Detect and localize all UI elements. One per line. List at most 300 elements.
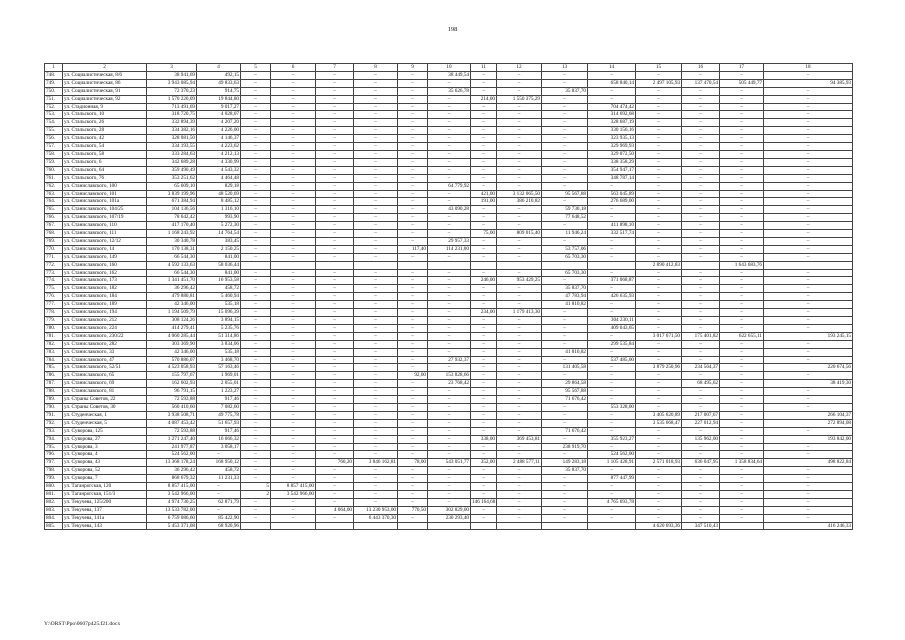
value-cell: 524 562,00: [588, 451, 636, 459]
value-cell: –: [497, 380, 542, 388]
table-row: [45, 443, 853, 451]
value-cell: –: [720, 119, 764, 127]
value-cell: –: [354, 87, 398, 95]
table-row: [45, 317, 853, 325]
value-cell: –: [398, 95, 428, 103]
value-cell: 353 251,62: [147, 174, 197, 182]
value-cell: –: [682, 206, 720, 214]
table-row: [45, 388, 853, 396]
value-cell: 3 405 620,89: [636, 411, 682, 419]
value-cell: 3 894,15: [197, 317, 241, 325]
value-cell: 3 846 162,81: [354, 459, 398, 467]
table-row: [45, 253, 853, 261]
row-number: 799.: [45, 475, 63, 483]
value-cell: –: [636, 166, 682, 174]
row-number: 776.: [45, 293, 63, 301]
value-cell: –: [241, 396, 271, 404]
value-cell: –: [271, 356, 316, 364]
value-cell: –: [542, 356, 588, 364]
table-row: [45, 451, 853, 459]
value-cell: –: [682, 135, 720, 143]
value-cell: –: [497, 443, 542, 451]
value-cell: 175 401,82: [682, 332, 720, 340]
table-row: [45, 403, 853, 411]
value-cell: –: [497, 245, 542, 253]
value-cell: 48 520,69: [197, 190, 241, 198]
value-cell: 75,00: [471, 230, 497, 238]
value-cell: 498 822,84: [764, 459, 853, 467]
value-cell: –: [682, 95, 720, 103]
value-cell: 66 544,30: [147, 269, 197, 277]
value-cell: 334 193,55: [147, 143, 197, 151]
value-cell: 104 136,56: [147, 206, 197, 214]
value-cell: –: [542, 317, 588, 325]
value-cell: –: [316, 309, 354, 317]
value-cell: –: [636, 443, 682, 451]
value-cell: –: [316, 158, 354, 166]
value-cell: –: [764, 166, 853, 174]
value-cell: 328 687,19: [588, 119, 636, 127]
value-cell: –: [428, 324, 471, 332]
value-cell: –: [316, 301, 354, 309]
value-cell: –: [354, 230, 398, 238]
value-cell: –: [636, 301, 682, 309]
row-number: 773.: [45, 269, 63, 277]
value-cell: 5 272,30: [197, 222, 241, 230]
value-cell: –: [636, 293, 682, 301]
value-cell: –: [764, 95, 853, 103]
value-cell: –: [241, 269, 271, 277]
row-number: 790.: [45, 403, 63, 411]
value-cell: –: [682, 269, 720, 277]
value-cell: –: [271, 364, 316, 372]
value-cell: –: [720, 111, 764, 119]
value-cell: –: [588, 419, 636, 427]
value-cell: –: [497, 174, 542, 182]
value-cell: –: [636, 174, 682, 182]
value-cell: –: [398, 135, 428, 143]
value-cell: 72 593,88: [147, 427, 197, 435]
value-cell: –: [428, 166, 471, 174]
value-cell: –: [354, 309, 398, 317]
value-cell: –: [764, 317, 853, 325]
column-header: 13: [542, 64, 588, 72]
value-cell: –: [471, 182, 497, 190]
value-cell: –: [682, 285, 720, 293]
value-cell: –: [497, 514, 542, 522]
value-cell: –: [316, 498, 354, 506]
value-cell: 359 490,49: [147, 166, 197, 174]
address-cell: ул. Таганрогская, 120: [63, 483, 147, 491]
value-cell: –: [471, 237, 497, 245]
table-row: [45, 411, 853, 419]
value-cell: 9 017,27: [197, 103, 241, 111]
value-cell: 5 235,76: [197, 324, 241, 332]
value-cell: –: [428, 403, 471, 411]
value-cell: –: [497, 87, 542, 95]
value-cell: 72 370,23: [147, 87, 197, 95]
value-cell: –: [241, 166, 271, 174]
value-cell: 191,00: [471, 198, 497, 206]
value-cell: –: [588, 364, 636, 372]
value-cell: –: [764, 514, 853, 522]
value-cell: –: [428, 483, 471, 491]
value-cell: –: [497, 103, 542, 111]
value-cell: –: [271, 206, 316, 214]
value-cell: –: [241, 467, 271, 475]
value-cell: 65 703,30: [542, 269, 588, 277]
value-cell: –: [316, 475, 354, 483]
value-cell: –: [682, 174, 720, 182]
value-cell: –: [720, 396, 764, 404]
address-cell: ул. Социалистическая, 86: [63, 79, 147, 87]
column-header: 2: [63, 64, 147, 72]
table-row: [45, 198, 853, 206]
value-cell: 417 170,40: [147, 222, 197, 230]
value-cell: 323 935,13: [588, 135, 636, 143]
value-cell: –: [497, 411, 542, 419]
value-cell: –: [316, 237, 354, 245]
value-cell: –: [720, 411, 764, 419]
value-cell: –: [354, 301, 398, 309]
value-cell: –: [636, 111, 682, 119]
value-cell: –: [354, 490, 398, 498]
address-cell: ул. Суворова, 3: [63, 443, 147, 451]
value-cell: 4 060 285,44: [147, 332, 197, 340]
page-number: 198: [447, 26, 458, 33]
column-header: 16: [682, 64, 720, 72]
value-cell: 94 385,93: [764, 79, 853, 87]
value-cell: 149 283,18: [542, 459, 588, 467]
value-cell: 537 485,00: [588, 356, 636, 364]
value-cell: [316, 522, 354, 530]
value-cell: –: [588, 95, 636, 103]
value-cell: –: [316, 364, 354, 372]
value-cell: –: [471, 111, 497, 119]
value-cell: [542, 261, 588, 269]
value-cell: –: [241, 79, 271, 87]
value-cell: –: [542, 483, 588, 491]
value-cell: –: [398, 253, 428, 261]
value-cell: –: [241, 348, 271, 356]
value-cell: 65 703,30: [542, 253, 588, 261]
address-cell: ул. Суворова, 43: [63, 459, 147, 467]
value-cell: –: [241, 435, 271, 443]
value-cell: –: [764, 206, 853, 214]
column-header: 1: [45, 64, 63, 72]
column-header: 17: [720, 64, 764, 72]
value-cell: 352,00: [471, 459, 497, 467]
value-cell: [241, 261, 271, 269]
value-cell: 170 138,31: [147, 245, 197, 253]
row-number: 758.: [45, 150, 63, 158]
value-cell: –: [398, 348, 428, 356]
value-cell: –: [497, 71, 542, 79]
value-cell: 62 871,79: [197, 498, 241, 506]
value-cell: –: [542, 166, 588, 174]
row-number: 772.: [45, 261, 63, 269]
value-cell: –: [682, 150, 720, 158]
value-cell: –: [682, 356, 720, 364]
value-cell: –: [542, 324, 588, 332]
row-number: 750.: [45, 87, 63, 95]
value-cell: –: [428, 150, 471, 158]
value-cell: –: [271, 443, 316, 451]
value-cell: –: [588, 443, 636, 451]
value-cell: 5 460,94: [197, 293, 241, 301]
value-cell: –: [316, 467, 354, 475]
value-cell: 29 957,33: [428, 237, 471, 245]
value-cell: –: [354, 332, 398, 340]
value-cell: –: [428, 490, 471, 498]
value-cell: –: [682, 119, 720, 127]
value-cell: –: [241, 356, 271, 364]
row-number: 748.: [45, 71, 63, 79]
value-cell: –: [241, 498, 271, 506]
header-row: [45, 64, 853, 72]
value-cell: –: [764, 475, 853, 483]
value-cell: 135 962,00: [682, 435, 720, 443]
value-cell: –: [398, 269, 428, 277]
value-cell: –: [271, 111, 316, 119]
value-cell: –: [398, 388, 428, 396]
value-cell: 4 064,00: [316, 506, 354, 514]
row-number: 755.: [45, 127, 63, 135]
address-cell: ул. Станиславского, 224: [63, 324, 147, 332]
value-cell: 622 655,11: [720, 332, 764, 340]
table-row: [45, 372, 853, 380]
value-cell: –: [241, 245, 271, 253]
value-cell: –: [682, 317, 720, 325]
value-cell: –: [764, 490, 853, 498]
value-cell: –: [542, 198, 588, 206]
value-cell: –: [316, 95, 354, 103]
table-row: [45, 459, 853, 467]
row-number: 771.: [45, 253, 63, 261]
table-row: [45, 301, 853, 309]
value-cell: –: [271, 293, 316, 301]
value-cell: –: [542, 150, 588, 158]
value-cell: –: [636, 427, 682, 435]
value-cell: –: [428, 475, 471, 483]
value-cell: –: [241, 119, 271, 127]
value-cell: –: [398, 498, 428, 506]
value-cell: 65 609,10: [147, 182, 197, 190]
value-cell: –: [428, 332, 471, 340]
value-cell: –: [354, 380, 398, 388]
value-cell: –: [241, 388, 271, 396]
file-path-footer: Y:\ORST\Ppo\0607p425.f21.docx: [44, 621, 121, 627]
value-cell: 72 593,88: [147, 396, 197, 404]
value-cell: –: [542, 411, 588, 419]
address-cell: ул. Страны Советов, 22: [63, 396, 147, 404]
table-row: [45, 71, 853, 79]
value-cell: 2: [241, 490, 271, 498]
value-cell: –: [241, 301, 271, 309]
value-cell: –: [471, 71, 497, 79]
value-cell: 238 919,70: [542, 443, 588, 451]
value-cell: –: [354, 269, 398, 277]
value-cell: 1 550 375,29: [497, 95, 542, 103]
value-cell: –: [636, 230, 682, 238]
value-cell: 318 720,75: [147, 111, 197, 119]
value-cell: 524 562,00: [147, 451, 197, 459]
value-cell: –: [271, 301, 316, 309]
value-cell: –: [428, 174, 471, 182]
value-cell: 671 384,94: [147, 198, 197, 206]
row-number: 762.: [45, 182, 63, 190]
value-cell: 35 837,70: [542, 467, 588, 475]
row-number: 795.: [45, 443, 63, 451]
value-cell: –: [764, 174, 853, 182]
address-cell: ул. Социалистическая, 91: [63, 87, 147, 95]
table-row: [45, 214, 853, 222]
value-cell: –: [398, 174, 428, 182]
value-cell: –: [764, 135, 853, 143]
value-cell: 3 938 508,71: [147, 411, 197, 419]
value-cell: –: [271, 166, 316, 174]
value-cell: [588, 522, 636, 530]
value-cell: 4 223,62: [197, 143, 241, 151]
value-cell: –: [354, 317, 398, 325]
row-number: 805.: [45, 522, 63, 530]
value-cell: –: [542, 475, 588, 483]
address-cell: ул. Суворова, 52: [63, 467, 147, 475]
table-row: [45, 467, 853, 475]
value-cell: –: [354, 293, 398, 301]
value-cell: 1 105 428,91: [588, 459, 636, 467]
value-cell: –: [588, 206, 636, 214]
value-cell: 1 179 413,30: [497, 309, 542, 317]
value-cell: –: [588, 253, 636, 261]
value-cell: –: [471, 506, 497, 514]
value-cell: –: [471, 206, 497, 214]
row-number: 792.: [45, 419, 63, 427]
value-cell: –: [497, 301, 542, 309]
value-cell: –: [398, 158, 428, 166]
value-cell: –: [497, 483, 542, 491]
value-cell: 77 648,52: [542, 214, 588, 222]
value-cell: –: [497, 348, 542, 356]
value-cell: 4 464,48: [197, 174, 241, 182]
value-cell: 1 969,01: [197, 372, 241, 380]
value-cell: –: [588, 483, 636, 491]
value-cell: –: [588, 237, 636, 245]
value-cell: –: [471, 403, 497, 411]
value-cell: –: [354, 388, 398, 396]
value-cell: –: [588, 182, 636, 190]
value-cell: –: [636, 143, 682, 151]
value-cell: –: [398, 222, 428, 230]
value-cell: [241, 522, 271, 530]
value-cell: –: [197, 490, 241, 498]
value-cell: 1 316,10: [197, 206, 241, 214]
row-number: 788.: [45, 388, 63, 396]
value-cell: –: [354, 237, 398, 245]
table-row: [45, 103, 853, 111]
value-cell: –: [471, 214, 497, 222]
value-cell: –: [764, 127, 853, 135]
value-cell: 414 279,41: [147, 324, 197, 332]
table-row: [45, 332, 853, 340]
row-number: 779.: [45, 317, 63, 325]
value-cell: –: [316, 245, 354, 253]
value-cell: –: [271, 348, 316, 356]
value-cell: 3 542 966,00: [147, 490, 197, 498]
table-row: [45, 158, 853, 166]
value-cell: –: [636, 237, 682, 245]
value-cell: –: [542, 135, 588, 143]
value-cell: –: [764, 277, 853, 285]
value-cell: –: [241, 309, 271, 317]
value-cell: –: [428, 253, 471, 261]
value-cell: 193 842,00: [764, 435, 853, 443]
value-cell: –: [764, 309, 853, 317]
value-cell: –: [241, 158, 271, 166]
value-cell: –: [542, 403, 588, 411]
table-row: [45, 182, 853, 190]
value-cell: –: [398, 356, 428, 364]
value-cell: –: [682, 403, 720, 411]
value-cell: –: [316, 127, 354, 135]
address-cell: ул. Стальского, 76: [63, 174, 147, 182]
value-cell: –: [682, 348, 720, 356]
value-cell: [398, 261, 428, 269]
value-cell: –: [764, 301, 853, 309]
value-cell: –: [271, 190, 316, 198]
value-cell: –: [497, 427, 542, 435]
value-cell: –: [636, 158, 682, 166]
value-cell: –: [542, 237, 588, 245]
value-cell: –: [636, 71, 682, 79]
address-cell: ул. Станиславского, 111: [63, 230, 147, 238]
value-cell: –: [354, 467, 398, 475]
value-cell: [588, 261, 636, 269]
value-cell: 841,00: [197, 269, 241, 277]
value-cell: –: [720, 317, 764, 325]
value-cell: [271, 522, 316, 530]
value-cell: [497, 522, 542, 530]
value-cell: –: [764, 111, 853, 119]
value-cell: 383,45: [197, 237, 241, 245]
value-cell: 4 226,00: [197, 127, 241, 135]
value-cell: –: [588, 332, 636, 340]
value-cell: –: [720, 237, 764, 245]
value-cell: –: [682, 214, 720, 222]
address-cell: ул. Станиславского, 230/22: [63, 332, 147, 340]
value-cell: 16 066,32: [197, 435, 241, 443]
value-cell: –: [764, 403, 853, 411]
table-row: [45, 95, 853, 103]
table-row: [45, 364, 853, 372]
value-cell: –: [682, 340, 720, 348]
value-cell: –: [398, 380, 428, 388]
value-cell: –: [497, 135, 542, 143]
value-cell: 492,15: [197, 71, 241, 79]
value-cell: –: [354, 435, 398, 443]
value-cell: –: [428, 277, 471, 285]
value-cell: –: [241, 111, 271, 119]
value-cell: –: [720, 198, 764, 206]
value-cell: –: [588, 411, 636, 419]
value-cell: 66 544,30: [147, 253, 197, 261]
value-cell: 409 043,65: [588, 324, 636, 332]
value-cell: 5: [241, 483, 271, 491]
value-cell: –: [271, 214, 316, 222]
value-cell: –: [398, 79, 428, 87]
table-row: [45, 396, 853, 404]
value-cell: –: [720, 490, 764, 498]
